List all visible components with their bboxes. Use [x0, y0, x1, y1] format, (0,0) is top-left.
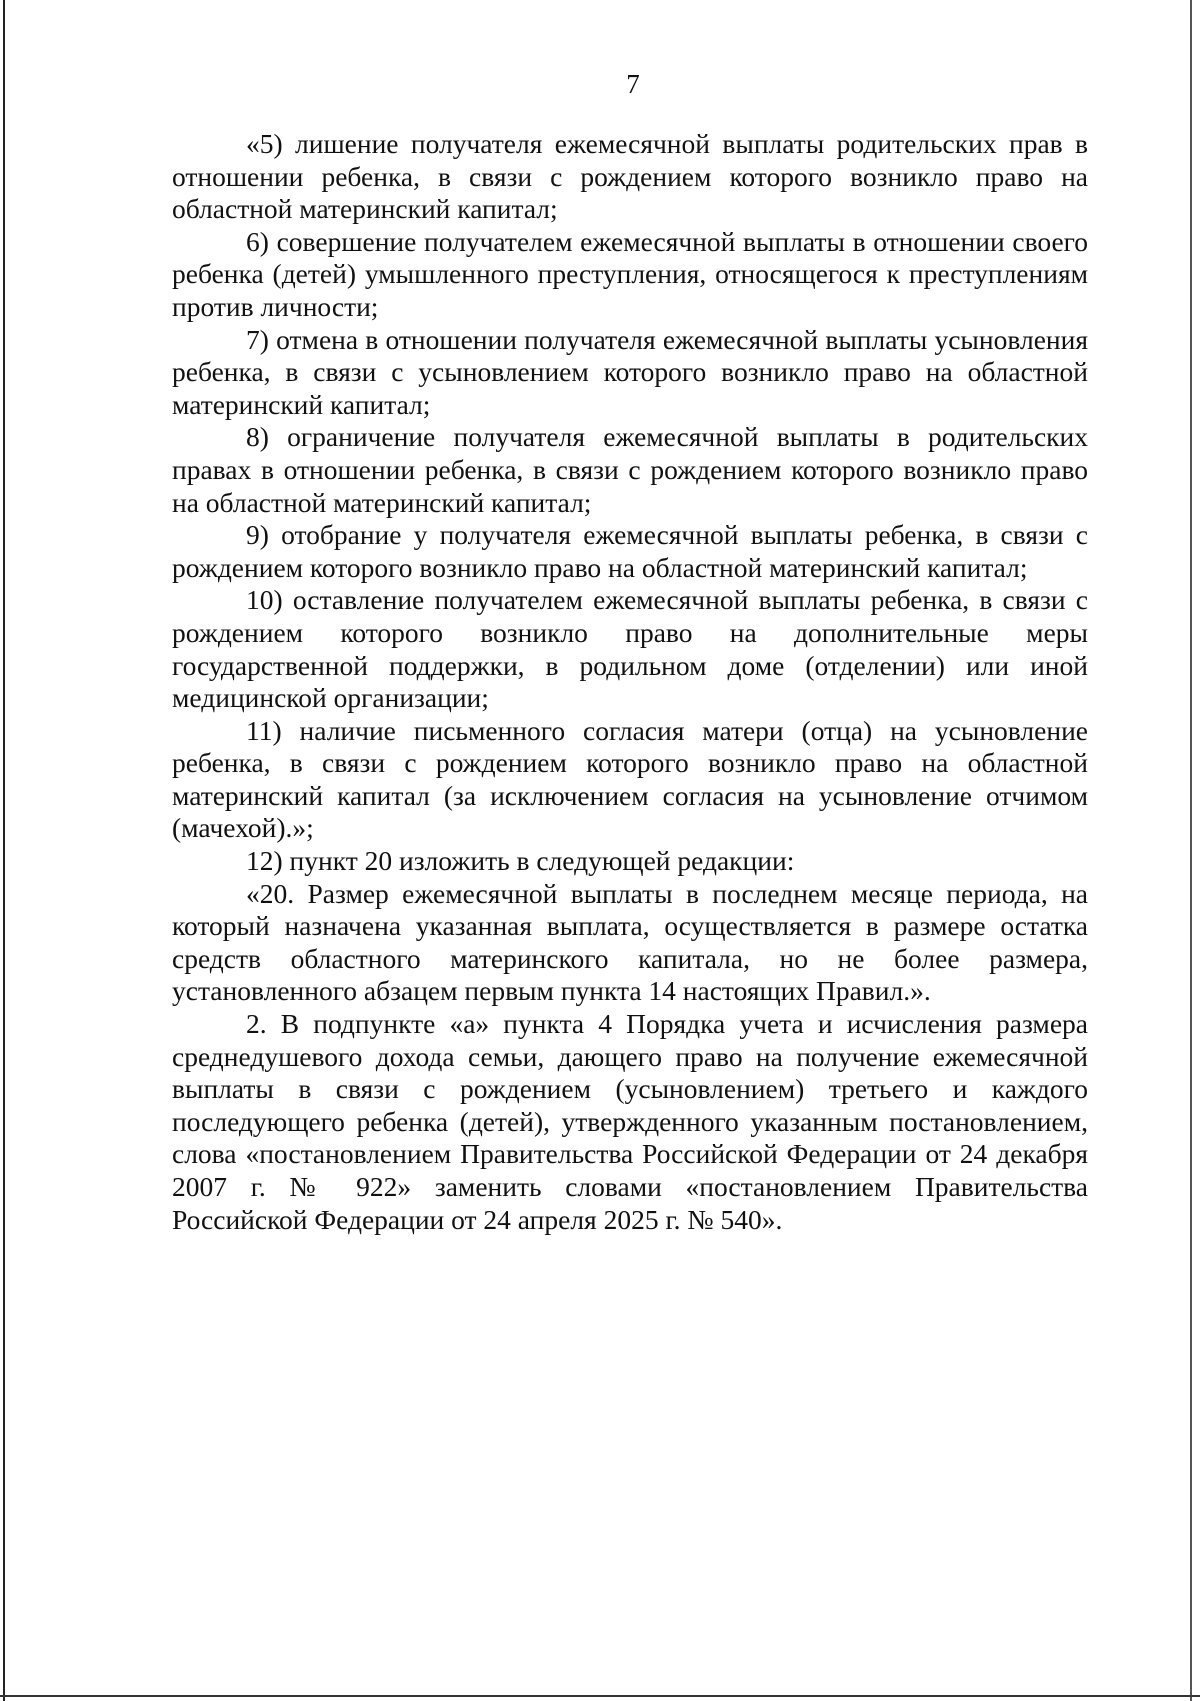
paragraph-item-6: 6) совершение получателем ежемесячной выплаты в отношении своего ребенка (детей) умышленного преступления, относящегося к преступлениям против личности; — [172, 225, 1088, 322]
scan-edge-left — [3, 0, 5, 1701]
paragraph-item-11: 11) наличие письменного согласия матери (отца) на усыновление ребенка, в связи с рождением которого возникло право на областной материнский капитал (за исключением согласия на усыновление отчимом (мачехой).»; — [172, 714, 1088, 844]
scan-edge-bottom — [0, 1695, 1200, 1697]
paragraph-item-5: «5) лишение получателя ежемесячной выплаты родительских прав в отношении ребенка, в связи с рождением которого возникло право на областной материнский капитал; — [172, 128, 1088, 225]
paragraph-item-7: 7) отмена в отношении получателя ежемесячной выплаты усыновления ребенка, в связи с усыновлением которого возникло право на областной материнский капитал; — [172, 323, 1088, 420]
paragraph-item-10: 10) оставление получателем ежемесячной выплаты ребенка, в связи с рождением которого возникло право на дополнительные меры государственной поддержки, в родильном доме (отделении) или иной медицинской организации; — [172, 584, 1088, 714]
document-body — [172, 128, 1088, 1236]
paragraph-item-12: 12) пункт 20 изложить в следующей редакции: — [246, 845, 795, 877]
paragraph-section-2: 2. В подпункте «а» пункта 4 Порядка учета и исчисления размера среднедушевого дохода семьи, дающего право на получение ежемесячной выплаты в связи с рождением (усыновлением) третьего и каждого последующего ребенка (детей), утвержденного указанным постановлением, слова «постановлением Правительства Российской Федерации от 24 декабря 2007 г. № 922» заменить словами «постановлением Правительства Российской Федерации от 24 апреля 2025 г. № 540». — [172, 1008, 1088, 1235]
paragraph-item-9: 9) отобрание у получателя ежемесячной выплаты ребенка, в связи с рождением которого возникло право на областной материнский капитал; — [172, 519, 1088, 583]
page-number: 7 — [626, 69, 640, 99]
paragraph-item-8: 8) ограничение получателя ежемесячной выплаты в родительских правах в отношении ребенка, в связи с рождением которого возникло право на областной материнский капитал; — [172, 421, 1088, 518]
paragraph-point-20: «20. Размер ежемесячной выплаты в последнем месяце периода, на который назначена указанная выплата, осуществляется в размере остатка средств областного материнского капитала, но не более размера, установленного абзацем первым пункта 14 настоящих Правил.». — [172, 877, 1088, 1007]
scan-edge-right — [1190, 0, 1192, 1701]
